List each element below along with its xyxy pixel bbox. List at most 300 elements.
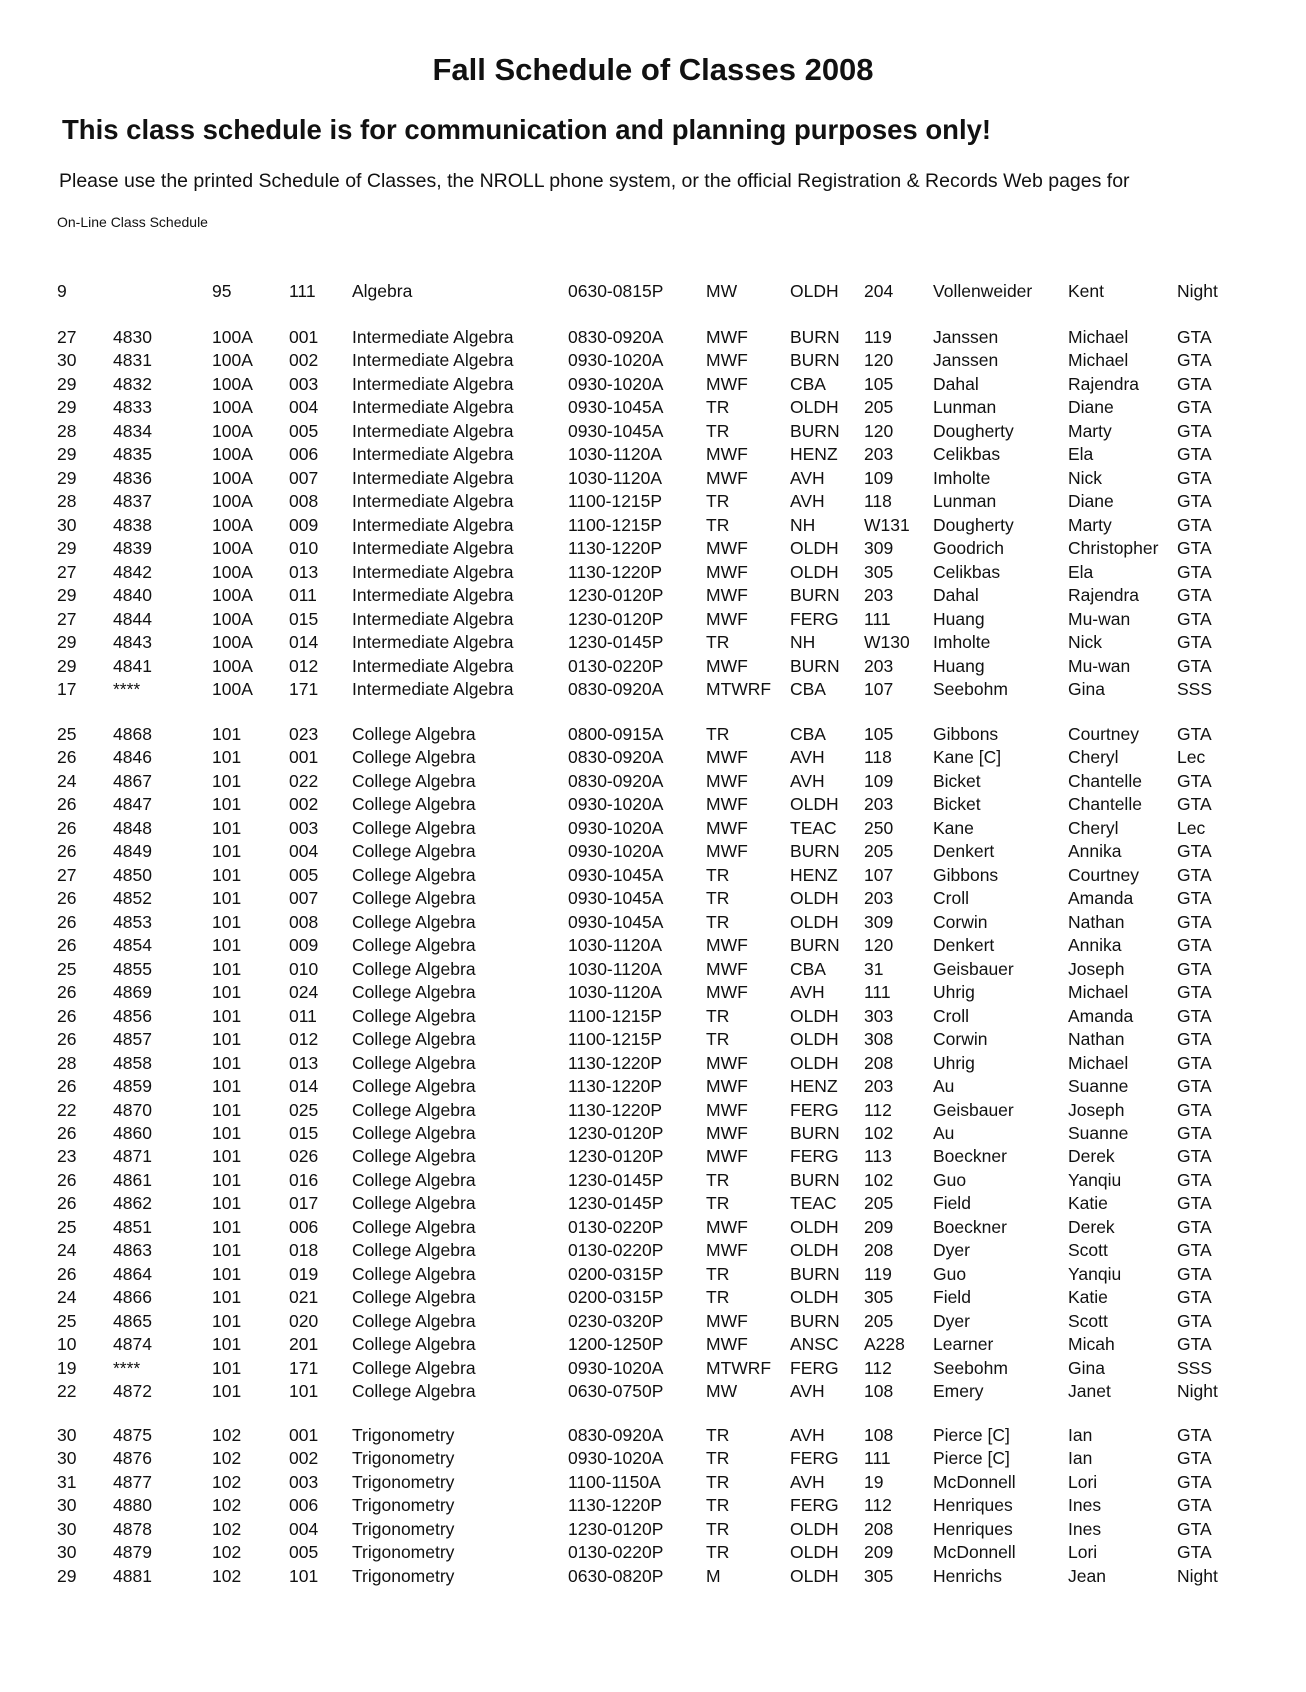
instructor-first-cell: Nick (1068, 632, 1103, 653)
table-row (0, 396, 1306, 419)
instructor-last-cell: Corwin (933, 1029, 988, 1050)
seats-cell: 10 (57, 1334, 77, 1355)
time-cell: 1230-0120P (568, 1518, 664, 1539)
time-cell: 0830-0920A (568, 679, 664, 700)
seats-cell: 29 (57, 467, 77, 488)
building-cell: FERG (790, 1495, 839, 1516)
instructor-last-cell: Dahal (933, 373, 979, 394)
course-title-cell: Intermediate Algebra (352, 467, 514, 488)
seats-cell: 19 (57, 1357, 77, 1378)
seats-cell: 27 (57, 327, 77, 347)
course-cell: 101 (212, 770, 242, 791)
room-cell: 120 (864, 420, 894, 441)
days-cell: MWF (706, 1146, 748, 1167)
days-cell: MWF (706, 747, 748, 768)
course-cell: 100A (212, 420, 253, 441)
time-cell: 1030-1120A (568, 444, 663, 465)
seats-cell: 26 (57, 1005, 77, 1026)
seats-cell: 26 (57, 1122, 77, 1143)
room-cell: 120 (864, 350, 894, 371)
call-number-cell: 4867 (113, 770, 152, 791)
days-cell: TR (706, 1029, 730, 1050)
building-cell: FERG (790, 1448, 839, 1469)
course-title-cell: College Algebra (352, 794, 476, 815)
section-cell: 025 (289, 1099, 319, 1120)
days-cell: TR (706, 1495, 730, 1516)
time-cell: 1100-1215P (568, 491, 663, 512)
call-number-cell: 4837 (113, 491, 152, 512)
instructor-first-cell: Amanda (1068, 888, 1134, 909)
days-cell: MWF (706, 1099, 748, 1120)
instructor-first-cell: Yanqiu (1068, 1263, 1122, 1284)
type-cell: GTA (1177, 770, 1212, 791)
room-cell: 105 (864, 373, 894, 394)
instructor-first-cell: Mu-wan (1068, 608, 1131, 629)
days-cell: MWF (706, 655, 748, 676)
days-cell: MWF (706, 585, 748, 606)
instructor-last-cell: Goodrich (933, 538, 1005, 559)
instructor-last-cell: Denkert (933, 935, 995, 956)
building-cell: OLDH (790, 538, 839, 559)
time-cell: 1100-1150A (568, 1471, 661, 1492)
days-cell: MW (706, 1381, 738, 1402)
course-title-cell: College Algebra (352, 888, 476, 909)
time-cell: 1130-1220P (568, 1076, 663, 1097)
course-cell: 101 (212, 958, 242, 979)
section-cell: 024 (289, 982, 319, 1003)
room-cell: 119 (864, 1263, 892, 1284)
room-cell: 305 (864, 561, 894, 582)
building-cell: OLDH (790, 888, 839, 909)
seats-cell: 30 (57, 1542, 77, 1563)
instructor-first-cell: Joseph (1068, 958, 1125, 979)
room-cell: 19 (864, 1471, 884, 1492)
instructor-last-cell: Pierce [C] (933, 1448, 1010, 1469)
instructor-first-cell: Michael (1068, 1052, 1129, 1073)
course-title-cell: College Algebra (352, 1334, 476, 1355)
instructor-last-cell: Guo (933, 1263, 967, 1284)
call-number-cell: 4860 (113, 1122, 152, 1143)
call-number-cell: 4871 (113, 1146, 152, 1167)
call-number-cell: 4870 (113, 1099, 152, 1120)
course-title-cell: Trigonometry (352, 1471, 455, 1492)
instructor-first-cell: Rajendra (1068, 373, 1140, 394)
type-cell: GTA (1177, 444, 1212, 465)
instructor-last-cell: Uhrig (933, 982, 975, 1003)
seats-cell: 28 (57, 420, 77, 441)
room-cell: 113 (864, 1146, 892, 1167)
building-cell: HENZ (790, 1076, 838, 1097)
instructor-first-cell: Joseph (1068, 1099, 1125, 1120)
course-cell: 101 (212, 911, 242, 932)
table-row (0, 1286, 1306, 1309)
building-cell: CBA (790, 724, 826, 744)
table-row (0, 723, 1306, 746)
room-cell: 308 (864, 1029, 894, 1050)
time-cell: 0130-0220P (568, 1216, 664, 1237)
call-number-cell: 4836 (113, 467, 152, 488)
type-cell: GTA (1177, 794, 1212, 815)
building-cell: AVH (790, 467, 825, 488)
room-cell: 305 (864, 1565, 894, 1586)
call-number-cell: 4831 (113, 350, 152, 371)
course-cell: 101 (212, 794, 242, 815)
building-cell: OLDH (790, 1565, 839, 1586)
room-cell: 118 (864, 491, 892, 512)
instructor-last-cell: Gibbons (933, 724, 999, 744)
type-cell: GTA (1177, 888, 1212, 909)
room-cell: 309 (864, 911, 894, 932)
building-cell: OLDH (790, 397, 839, 418)
building-cell: OLDH (790, 1029, 839, 1050)
table-row (0, 793, 1306, 816)
time-cell: 0130-0220P (568, 1542, 664, 1563)
course-title-cell: Algebra (352, 281, 413, 301)
call-number-cell: 4838 (113, 514, 152, 535)
course-cell: 100A (212, 467, 253, 488)
section-cell: 006 (289, 1495, 319, 1516)
instructor-last-cell: Uhrig (933, 1052, 975, 1073)
table-row (0, 1518, 1306, 1541)
course-cell: 102 (212, 1542, 242, 1563)
course-cell: 100A (212, 397, 253, 418)
instructor-first-cell: Ela (1068, 561, 1094, 582)
instructor-first-cell: Amanda (1068, 1005, 1134, 1026)
building-cell: NH (790, 514, 816, 535)
building-cell: FERG (790, 608, 839, 629)
time-cell: 0930-1045A (568, 911, 664, 932)
time-cell: 0630-0820P (568, 1565, 664, 1586)
instructor-first-cell: Diane (1068, 491, 1114, 512)
type-cell: GTA (1177, 724, 1212, 744)
course-cell: 100A (212, 608, 253, 629)
instructor-first-cell: Derek (1068, 1216, 1115, 1237)
section-cell: 020 (289, 1310, 319, 1331)
room-cell: 102 (864, 1169, 894, 1190)
type-cell: GTA (1177, 1052, 1212, 1073)
building-cell: OLDH (790, 561, 839, 582)
type-cell: GTA (1177, 1495, 1212, 1516)
room-cell: 205 (864, 397, 894, 418)
table-row (0, 1099, 1306, 1122)
type-cell: GTA (1177, 1287, 1212, 1308)
course-cell: 100A (212, 679, 253, 700)
room-cell: 107 (864, 864, 894, 885)
table-row (0, 1052, 1306, 1075)
course-title-cell: Intermediate Algebra (352, 655, 514, 676)
course-cell: 101 (212, 888, 242, 909)
call-number-cell: 4851 (113, 1216, 152, 1237)
call-number-cell: 4835 (113, 444, 152, 465)
instructor-last-cell: Croll (933, 888, 969, 909)
seats-cell: 29 (57, 538, 77, 559)
section-cell: 002 (289, 350, 319, 371)
section-cell: 002 (289, 1448, 319, 1469)
building-cell: AVH (790, 982, 825, 1003)
type-cell: GTA (1177, 655, 1212, 676)
seats-cell: 26 (57, 1263, 77, 1284)
days-cell: MWF (706, 1310, 748, 1331)
instructor-last-cell: Corwin (933, 911, 988, 932)
call-number-cell: 4850 (113, 864, 152, 885)
instructor-first-cell: Cheryl (1068, 747, 1119, 768)
instructor-first-cell: Gina (1068, 1357, 1105, 1378)
table-row (0, 1169, 1306, 1192)
time-cell: 1030-1120A (568, 982, 663, 1003)
building-cell: AVH (790, 770, 825, 791)
section-cell: 021 (289, 1287, 319, 1308)
call-number-cell: 4847 (113, 794, 152, 815)
call-number-cell: 4872 (113, 1381, 152, 1402)
building-cell: BURN (790, 1122, 840, 1143)
table-row (0, 1380, 1306, 1403)
call-number-cell: 4856 (113, 1005, 152, 1026)
instructor-last-cell: Janssen (933, 350, 999, 371)
days-cell: MWF (706, 467, 748, 488)
type-cell: GTA (1177, 1425, 1212, 1445)
course-title-cell: College Algebra (352, 1357, 476, 1378)
course-cell: 100A (212, 655, 253, 676)
seats-cell: 22 (57, 1099, 77, 1120)
room-cell: 203 (864, 655, 894, 676)
room-cell: 205 (864, 1193, 894, 1214)
course-title-cell: Intermediate Algebra (352, 444, 514, 465)
days-cell: MWF (706, 1216, 748, 1237)
section-cell: 008 (289, 491, 319, 512)
course-title-cell: Intermediate Algebra (352, 632, 514, 653)
seats-cell: 26 (57, 841, 77, 862)
course-title-cell: College Algebra (352, 770, 476, 791)
disclaimer-heading: This class schedule is for communication and planning purposes only! (62, 114, 992, 145)
type-cell: GTA (1177, 1099, 1212, 1120)
days-cell: MWF (706, 1334, 748, 1355)
seats-cell: 9 (57, 281, 67, 301)
room-cell: 205 (864, 841, 894, 862)
call-number-cell: 4876 (113, 1448, 152, 1469)
table-row (0, 443, 1306, 466)
instructor-last-cell: Au (933, 1076, 955, 1097)
seats-cell: 24 (57, 1287, 77, 1308)
time-cell: 1130-1220P (568, 1099, 663, 1120)
instructor-last-cell: Lunman (933, 397, 997, 418)
type-cell: Night (1177, 1381, 1218, 1402)
course-title-cell: College Algebra (352, 1122, 476, 1143)
course-title-cell: Intermediate Algebra (352, 585, 514, 606)
call-number-cell: 4846 (113, 747, 152, 768)
time-cell: 0930-1045A (568, 864, 664, 885)
time-cell: 0930-1045A (568, 397, 664, 418)
days-cell: M (706, 1565, 721, 1586)
room-cell: 111 (864, 608, 891, 629)
type-cell: GTA (1177, 1334, 1212, 1355)
time-cell: 0930-1020A (568, 1357, 664, 1378)
table-row (0, 1471, 1306, 1494)
seats-cell: 24 (57, 1240, 77, 1261)
section-cell: 015 (289, 608, 319, 629)
type-cell: GTA (1177, 420, 1212, 441)
course-title-cell: Intermediate Algebra (352, 397, 514, 418)
seats-cell: 26 (57, 817, 77, 838)
section-cell: 111 (289, 281, 316, 301)
time-cell: 1200-1250P (568, 1334, 664, 1355)
building-cell: BURN (790, 935, 840, 956)
instructor-last-cell: Henriques (933, 1495, 1013, 1516)
room-cell: 111 (864, 1448, 891, 1469)
type-cell: Lec (1177, 817, 1206, 838)
room-cell: 112 (864, 1357, 892, 1378)
course-cell: 101 (212, 935, 242, 956)
building-cell: CBA (790, 679, 826, 700)
section-cell: 011 (289, 585, 317, 606)
instructor-first-cell: Annika (1068, 841, 1122, 862)
instructor-first-cell: Diane (1068, 397, 1114, 418)
room-cell: 107 (864, 679, 894, 700)
course-title-cell: College Algebra (352, 1263, 476, 1284)
type-cell: GTA (1177, 1005, 1212, 1026)
room-cell: 205 (864, 1310, 894, 1331)
call-number-cell: 4840 (113, 585, 152, 606)
course-title-cell: College Algebra (352, 1146, 476, 1167)
type-cell: GTA (1177, 467, 1212, 488)
course-title-cell: College Algebra (352, 817, 476, 838)
section-cell: 013 (289, 1052, 319, 1073)
call-number-cell: 4865 (113, 1310, 152, 1331)
room-cell: 109 (864, 770, 894, 791)
time-cell: 0200-0315P (568, 1287, 664, 1308)
instructor-first-cell: Marty (1068, 420, 1112, 441)
instructor-first-cell: Lori (1068, 1542, 1098, 1563)
section-cell: 022 (289, 770, 319, 791)
instructor-first-cell: Nathan (1068, 1029, 1125, 1050)
course-cell: 101 (212, 1005, 242, 1026)
section-cell: 012 (289, 655, 319, 676)
course-cell: 101 (212, 864, 242, 885)
section-cell: 003 (289, 1471, 319, 1492)
instructor-last-cell: Dougherty (933, 420, 1014, 441)
building-cell: FERG (790, 1357, 839, 1378)
type-cell: GTA (1177, 350, 1212, 371)
days-cell: MWF (706, 1076, 748, 1097)
instructor-last-cell: Croll (933, 1005, 969, 1026)
course-title-cell: College Algebra (352, 1216, 476, 1237)
days-cell: TR (706, 1542, 730, 1563)
instructor-first-cell: Gina (1068, 679, 1105, 700)
building-cell: AVH (790, 747, 825, 768)
building-cell: BURN (790, 350, 840, 371)
type-cell: GTA (1177, 632, 1212, 653)
section-cell: 012 (289, 1029, 319, 1050)
room-cell: 111 (864, 982, 891, 1003)
course-cell: 101 (212, 1381, 242, 1402)
building-cell: OLDH (790, 1287, 839, 1308)
building-cell: OLDH (790, 1005, 839, 1026)
instructor-first-cell: Ines (1068, 1518, 1102, 1539)
section-cell: 013 (289, 561, 319, 582)
course-cell: 101 (212, 1216, 242, 1237)
building-cell: FERG (790, 1146, 839, 1167)
type-cell: GTA (1177, 864, 1212, 885)
section-cell: 003 (289, 817, 319, 838)
section-cell: 019 (289, 1263, 319, 1284)
table-row (0, 817, 1306, 840)
instructor-first-cell: Micah (1068, 1334, 1115, 1355)
seats-cell: 29 (57, 444, 77, 465)
instructor-last-cell: Boeckner (933, 1146, 1007, 1167)
table-row (0, 1075, 1306, 1098)
type-cell: GTA (1177, 327, 1212, 347)
call-number-cell: 4834 (113, 420, 152, 441)
section-cell: 001 (289, 327, 319, 347)
days-cell: MWF (706, 935, 748, 956)
type-cell: GTA (1177, 373, 1212, 394)
instructor-last-cell: Learner (933, 1334, 994, 1355)
call-number-cell: 4830 (113, 327, 152, 347)
time-cell: 0930-1020A (568, 373, 664, 394)
course-cell: 101 (212, 747, 242, 768)
course-cell: 100A (212, 538, 253, 559)
course-title-cell: Trigonometry (352, 1448, 455, 1469)
course-cell: 100A (212, 561, 253, 582)
time-cell: 0200-0315P (568, 1263, 664, 1284)
call-number-cell: 4853 (113, 911, 152, 932)
course-title-cell: College Algebra (352, 1052, 476, 1073)
type-cell: GTA (1177, 1216, 1212, 1237)
course-title-cell: College Algebra (352, 1381, 476, 1402)
days-cell: TR (706, 420, 730, 441)
table-row (0, 561, 1306, 584)
instructor-last-cell: McDonnell (933, 1471, 1016, 1492)
section-cell: 171 (289, 679, 319, 700)
call-number-cell: 4855 (113, 958, 152, 979)
type-cell: GTA (1177, 1029, 1212, 1050)
instructor-first-cell: Courtney (1068, 864, 1140, 885)
seats-cell: 28 (57, 1052, 77, 1073)
table-row (0, 349, 1306, 372)
days-cell: MWF (706, 770, 748, 791)
room-cell: 203 (864, 1076, 894, 1097)
instructor-last-cell: Denkert (933, 841, 995, 862)
section-cell: 018 (289, 1240, 319, 1261)
call-number-cell: 4866 (113, 1287, 152, 1308)
instructor-last-cell: Geisbauer (933, 1099, 1014, 1120)
seats-cell: 26 (57, 747, 77, 768)
seats-cell: 26 (57, 794, 77, 815)
instructor-last-cell: McDonnell (933, 1542, 1016, 1563)
course-title-cell: Intermediate Algebra (352, 420, 514, 441)
days-cell: MWF (706, 841, 748, 862)
call-number-cell: 4863 (113, 1240, 152, 1261)
course-cell: 100A (212, 514, 253, 535)
type-cell: GTA (1177, 538, 1212, 559)
course-cell: 100A (212, 491, 253, 512)
days-cell: MWF (706, 327, 748, 347)
usage-note: Please use the printed Schedule of Classes, the NROLL phone system, or the official Registration & Records Web pages for (59, 170, 1130, 192)
section-cell: 005 (289, 1542, 319, 1563)
section-cell: 008 (289, 911, 319, 932)
instructor-last-cell: Dyer (933, 1240, 970, 1261)
type-cell: GTA (1177, 1542, 1212, 1563)
course-cell: 101 (212, 1263, 242, 1284)
course-cell: 101 (212, 1146, 242, 1167)
time-cell: 0930-1020A (568, 794, 664, 815)
section-cell: 004 (289, 1518, 319, 1539)
course-title-cell: College Algebra (352, 1287, 476, 1308)
instructor-last-cell: Seebohm (933, 1357, 1008, 1378)
table-row (0, 1192, 1306, 1215)
room-cell: 209 (864, 1542, 894, 1563)
instructor-last-cell: Guo (933, 1169, 967, 1190)
table-row (0, 1565, 1306, 1588)
